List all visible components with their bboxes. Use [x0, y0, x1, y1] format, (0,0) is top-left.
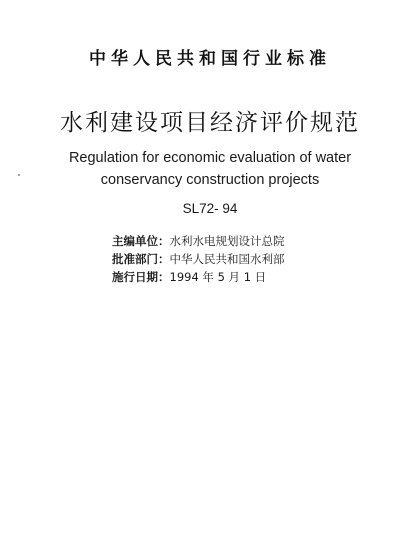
info-label: 批准部门： — [112, 252, 170, 266]
standard-code: SL72- 94 — [182, 201, 238, 216]
scan-speck — [18, 174, 20, 176]
info-row-effective-date — [112, 268, 372, 286]
document-title-chinese: 水利建设项目经济评价规范 — [60, 110, 360, 136]
document-title-english — [0, 147, 420, 191]
info-label: 主编单位： — [112, 234, 170, 248]
info-value: 中华人民共和国水利部 — [169, 252, 285, 266]
info-value: 水利水电规划设计总院 — [169, 234, 285, 248]
info-value: 1994 年 5 月 1 日 — [169, 270, 267, 284]
english-title-line-1: Regulation for economic evaluation of water — [68, 150, 352, 166]
info-row-editor — [112, 232, 372, 250]
english-title-line-2: conservancy construction projects — [100, 172, 320, 188]
info-row-approver — [112, 250, 372, 268]
publication-info — [112, 232, 372, 286]
info-label: 施行日期： — [112, 270, 170, 284]
standard-category: 中华人民共和国行业标准 — [89, 49, 331, 69]
